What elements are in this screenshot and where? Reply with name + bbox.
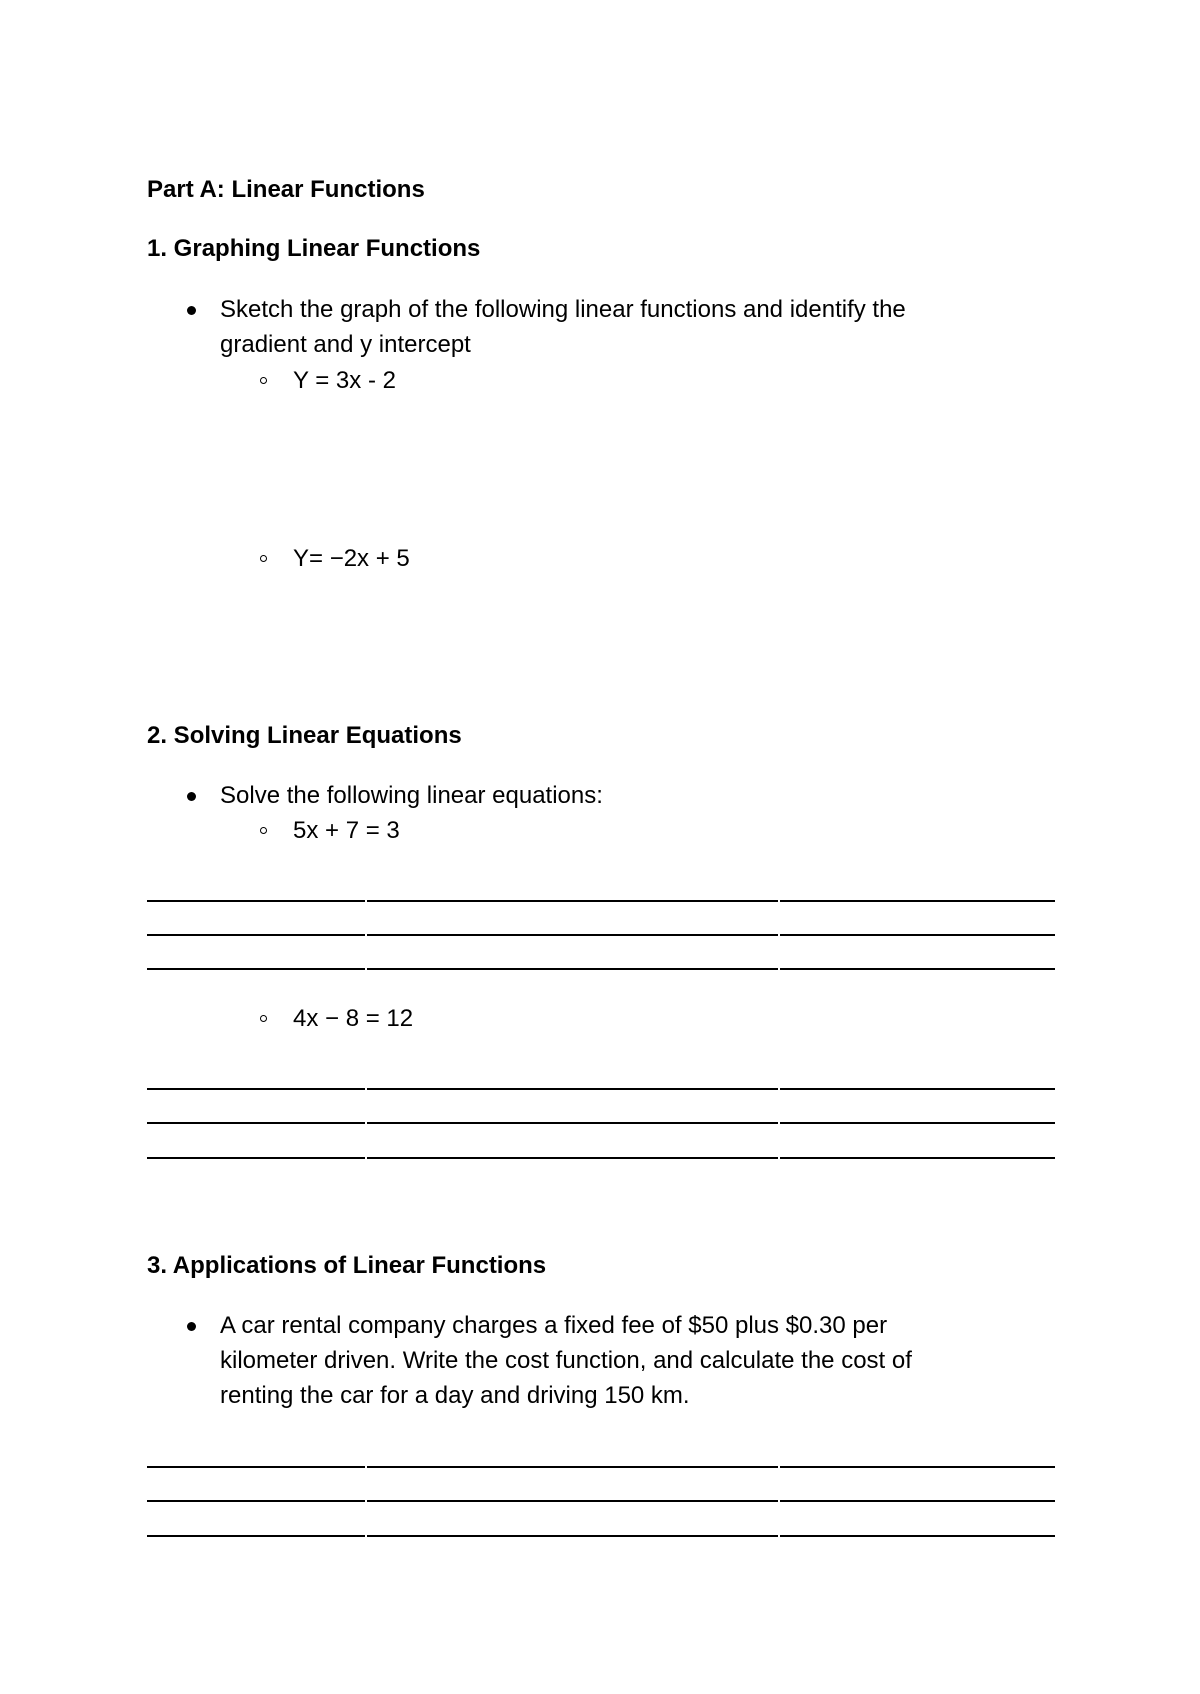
answer-line — [147, 1500, 1055, 1502]
instruction-line: kilometer driven. Write the cost function, and calculate the cost of — [220, 1347, 912, 1374]
bullet-dot-icon — [187, 306, 196, 315]
answer-line — [147, 1535, 1055, 1537]
answer-line — [147, 1466, 1055, 1468]
instruction-line: renting the car for a day and driving 150 km. — [220, 1382, 690, 1409]
bullet-ring-icon — [260, 827, 267, 834]
instruction-line: A car rental company charges a fixed fee of $50 plus $0.30 per — [220, 1312, 888, 1339]
instruction-line: Sketch the graph of the following linear functions and identify the — [220, 296, 906, 323]
instruction-line: gradient and y intercept — [220, 331, 471, 358]
section-1-heading: 1. Graphing Linear Functions — [147, 235, 481, 262]
section-2-instruction — [220, 778, 603, 813]
answer-line — [147, 934, 1055, 936]
section-1-instruction — [220, 292, 906, 362]
equation-item: 4x − 8 = 12 — [293, 1005, 414, 1032]
answer-line — [147, 968, 1055, 970]
answer-line — [147, 1157, 1055, 1159]
section-2-heading: 2. Solving Linear Equations — [147, 722, 462, 749]
bullet-dot-icon — [187, 1322, 196, 1331]
answer-line — [147, 1088, 1055, 1090]
bullet-ring-icon — [260, 377, 267, 384]
bullet-dot-icon — [187, 792, 196, 801]
section-3-heading: 3. Applications of Linear Functions — [147, 1252, 547, 1279]
answer-line — [147, 900, 1055, 902]
bullet-ring-icon — [260, 555, 267, 562]
answer-line — [147, 1122, 1055, 1124]
part-title: Part A: Linear Functions — [147, 176, 425, 203]
equation-item: Y = 3x - 2 — [293, 367, 396, 394]
section-3-instruction — [220, 1308, 912, 1413]
bullet-ring-icon — [260, 1015, 267, 1022]
equation-item: Y= −2x + 5 — [293, 545, 410, 572]
instruction-line: Solve the following linear equations: — [220, 782, 603, 809]
equation-item: 5x + 7 = 3 — [293, 817, 400, 844]
